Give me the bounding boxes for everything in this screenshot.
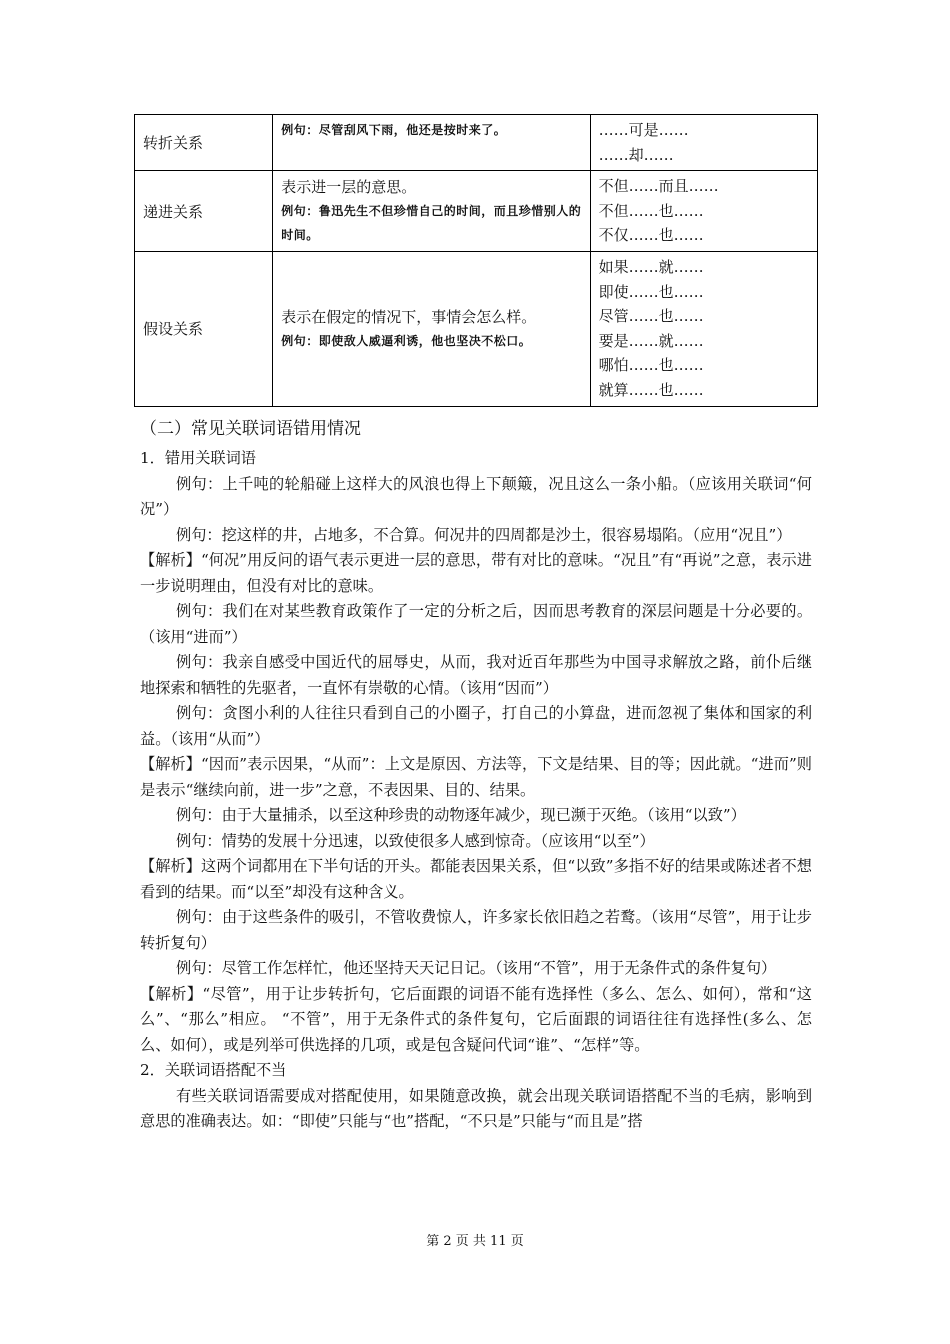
conjunction-item: 不仅……也…… bbox=[598, 226, 704, 245]
example-paragraph: 例句：贪图小利的人往往只看到自己的小圈子，打自己的小算盘，进而忽视了集体和国家的利益。（该用“从而”） bbox=[140, 704, 812, 748]
conjunction-item: 不但……而且…… bbox=[598, 177, 719, 196]
relation-description-cell bbox=[273, 251, 590, 406]
analysis-paragraph: 【解析】“何况”用反问的语气表示更进一层的意思，带有对比的意味。“况且”有“再说”之意，表示进一步说明理由，但没有对比的意味。 bbox=[140, 551, 812, 595]
relation-description: 表示在假定的情况下，事情会怎么样。 bbox=[281, 307, 537, 326]
subsection-heading: 1．错用关联词语 bbox=[140, 449, 256, 467]
example-paragraph: 例句：我们在对某些教育政策作了一定的分析之后，因而思考教育的深层问题是十分必要的。（该用“进而”） bbox=[140, 602, 812, 646]
example-paragraph: 例句：由于大量捕杀，以至这种珍贵的动物逐年减少，现已濒于灭绝。（该用“以致”） bbox=[176, 806, 746, 824]
page-number: 第 2 页 共 11 页 bbox=[426, 1234, 524, 1249]
table-row bbox=[135, 115, 818, 171]
relation-example: 例句：鲁迅先生不但珍惜自己的时间，而且珍惜别人的时间。 bbox=[281, 204, 582, 243]
conjunction-item: 哪怕……也…… bbox=[598, 356, 704, 375]
subsection-heading: 2．关联词语搭配不当 bbox=[140, 1061, 287, 1079]
conjunction-item: 尽管……也…… bbox=[598, 307, 704, 326]
conjunction-item: ……可是…… bbox=[598, 121, 689, 139]
table-row bbox=[135, 251, 818, 406]
analysis-paragraph: 【解析】“因而”表示因果，“从而”：上文是原因、方法等，下文是结果、目的等；因此就。“进而”则是表示“继续向前，进一步”之意，不表因果、目的、结果。 bbox=[140, 755, 812, 799]
conjunction-list bbox=[590, 171, 817, 252]
relation-name: 递进关系 bbox=[135, 171, 273, 252]
conjunction-list bbox=[590, 251, 817, 406]
table-row bbox=[135, 171, 818, 252]
relation-name: 假设关系 bbox=[135, 251, 273, 406]
conjunction-item: 如果……就…… bbox=[598, 257, 704, 276]
conjunction-table bbox=[134, 114, 818, 407]
conjunction-item: ……却…… bbox=[598, 145, 674, 164]
body-paragraph: 有些关联词语需要成对搭配使用，如果随意改换，就会出现关联词语搭配不当的毛病，影响到意思的准确表达。如：“即使”只能与“也”搭配，“不只是”只能与“而且是”搭 bbox=[140, 1086, 812, 1130]
example-paragraph: 例句：挖这样的井，占地多，不合算。何况井的四周都是沙土，很容易塌陷。（应用“况且”） bbox=[176, 525, 792, 544]
body-text bbox=[140, 414, 812, 1135]
analysis-paragraph: 【解析】“尽管”，用于让步转折句，它后面跟的词语不能有选择性（多么、怎么、如何），常和“这么”、“那么”相应。 “不管”，用于无条件式的条件复句，它后面跟的词语往往有选择性(多么、怎么、如何），或是列举可供选择的几项，或是包含疑问代词“谁”、“怎样”等。 bbox=[140, 984, 812, 1054]
relation-example-cell bbox=[273, 115, 590, 171]
relation-description: 表示进一层的意思。 bbox=[281, 178, 417, 197]
example-paragraph: 例句：上千吨的轮船碰上这样大的风浪也得上下颠簸，况且这么一条小船。（应该用关联词“何况”） bbox=[140, 474, 812, 518]
relation-description-cell bbox=[273, 171, 590, 252]
conjunction-item: 不但……也…… bbox=[598, 201, 704, 220]
relation-name: 转折关系 bbox=[135, 115, 273, 171]
example-paragraph: 例句：由于这些条件的吸引，不管收费惊人，许多家长依旧趋之若鹜。（该用“尽管”，用于让步转折复句） bbox=[140, 908, 812, 952]
example-paragraph: 例句：情势的发展十分迅速，以致使很多人感到惊奇。（应该用“以至”） bbox=[176, 831, 655, 850]
conjunction-item: 要是……就…… bbox=[598, 331, 704, 350]
section-title: （二）常见关联词语错用情况 bbox=[140, 419, 361, 439]
relation-example: 例句：即使敌人威逼利诱，他也坚决不松口。 bbox=[281, 333, 532, 348]
conjunction-item: 即使……也…… bbox=[598, 282, 704, 301]
conjunction-item: 就算……也…… bbox=[598, 380, 704, 399]
example-paragraph: 例句：我亲自感受中国近代的屈辱史，从而，我对近百年那些为中国寻求解放之路，前仆后继地探索和牺牲的先驱者，一直怀有崇敬的心情。（该用“因而”） bbox=[140, 653, 812, 697]
relation-example: 例句：尽管刮风下雨，他还是按时来了。 bbox=[281, 123, 507, 137]
example-paragraph: 例句：尽管工作怎样忙，他还坚持天天记日记。（该用“不管”，用于无条件式的条件复句） bbox=[176, 959, 777, 977]
conjunction-list bbox=[590, 115, 817, 171]
analysis-paragraph: 【解析】这两个词都用在下半句话的开头。都能表因果关系，但“以致”多指不好的结果或陈述者不想看到的结果。而“以至”却没有这种含义。 bbox=[140, 857, 812, 901]
